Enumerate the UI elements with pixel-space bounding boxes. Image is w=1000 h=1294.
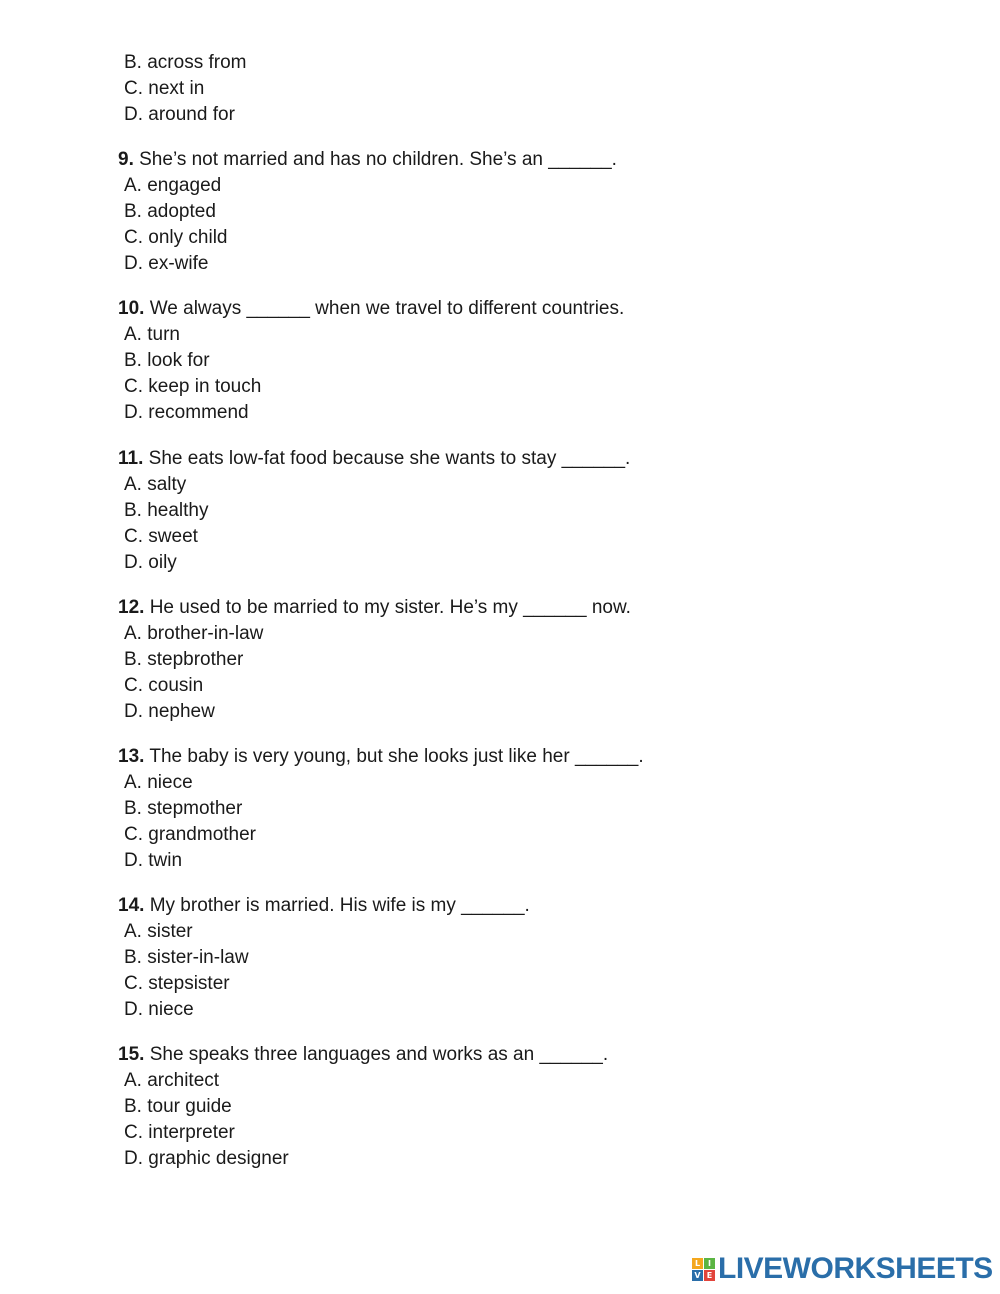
option-11d: D. oily [124, 552, 177, 573]
option-13d: D. twin [124, 850, 183, 871]
option-13a: A. niece [124, 772, 193, 793]
option-11b: B. healthy [124, 500, 209, 521]
option-prev-c: C. next in [124, 78, 205, 99]
logo-square-e: E [704, 1270, 715, 1281]
question-number: 9. [118, 149, 134, 170]
question-text: She speaks three languages and works as an ______. [144, 1044, 609, 1065]
option-9c: C. only child [124, 227, 228, 248]
question-text: We always ______ when we travel to different countries. [144, 298, 625, 319]
question-number: 12. [118, 597, 145, 618]
option-prev-b: B. across from [124, 52, 247, 73]
question-number: 13. [118, 746, 145, 767]
option-9b: B. adopted [124, 201, 216, 222]
option-12c: C. cousin [124, 675, 204, 696]
option-15d: D. graphic designer [124, 1148, 289, 1169]
question-11 [118, 447, 630, 471]
question-12 [118, 596, 631, 620]
logo-square-l: L [692, 1258, 703, 1269]
option-9d: D. ex-wife [124, 253, 209, 274]
option-9a: A. engaged [124, 175, 222, 196]
question-text: My brother is married. His wife is my ______. [144, 895, 530, 916]
option-12a: A. brother-in-law [124, 623, 264, 644]
question-13 [118, 745, 644, 769]
liveworksheets-logo-icon [692, 1258, 715, 1281]
question-9 [118, 148, 617, 172]
logo-square-v: V [692, 1270, 703, 1281]
option-12d: D. nephew [124, 701, 215, 722]
question-10 [118, 297, 624, 321]
option-10d: D. recommend [124, 402, 249, 423]
option-prev-d: D. around for [124, 104, 235, 125]
question-text: The baby is very young, but she looks just like her ______. [144, 746, 644, 767]
option-14a: A. sister [124, 921, 193, 942]
logo-text: LIVEWORKSHEETS [718, 1252, 993, 1285]
option-10b: B. look for [124, 350, 210, 371]
option-10c: C. keep in touch [124, 376, 262, 397]
question-number: 10. [118, 298, 145, 319]
question-number: 15. [118, 1044, 145, 1065]
option-14b: B. sister-in-law [124, 947, 249, 968]
question-text: She’s not married and has no children. She’s an ______. [133, 149, 617, 170]
option-14c: C. stepsister [124, 973, 230, 994]
logo-square-i: I [704, 1258, 715, 1269]
question-number: 14. [118, 895, 145, 916]
question-15 [118, 1043, 608, 1067]
question-14 [118, 894, 530, 918]
option-13b: B. stepmother [124, 798, 243, 819]
option-11c: C. sweet [124, 526, 198, 547]
option-10a: A. turn [124, 324, 180, 345]
option-15a: A. architect [124, 1070, 220, 1091]
option-13c: C. grandmother [124, 824, 257, 845]
option-15b: B. tour guide [124, 1096, 232, 1117]
option-11a: A. salty [124, 474, 187, 495]
option-12b: B. stepbrother [124, 649, 244, 670]
option-15c: C. interpreter [124, 1122, 235, 1143]
question-text: She eats low-fat food because she wants to stay ______. [143, 448, 631, 469]
question-number: 11. [118, 448, 144, 469]
option-14d: D. niece [124, 999, 194, 1020]
question-text: He used to be married to my sister. He’s my ______ now. [144, 597, 631, 618]
liveworksheets-logo [692, 1254, 993, 1284]
